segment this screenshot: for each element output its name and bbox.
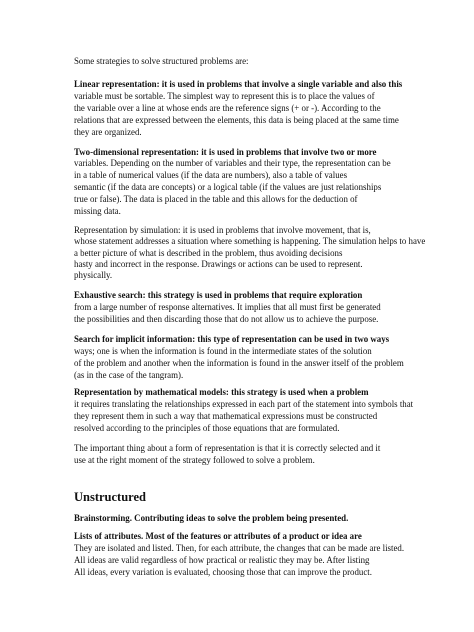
important-line: use at the right moment of the strategy followed to solve a problem. — [74, 455, 315, 465]
simulation-line: hasty and incorrect in the response. Drawings or actions can be used to represent. — [74, 259, 363, 269]
implicit-line: (as in the case of the tangram). — [74, 370, 184, 380]
twodim-line: in a table of numerical values (if the data are numbers), also a table of values — [74, 170, 348, 180]
section-heading-unstructured: Unstructured — [74, 490, 146, 504]
exhaustive-title: Exhaustive search: this strategy is used in problems that require exploration — [74, 290, 363, 300]
simulation-line: Representation by simulation: it is used in problems that involve movement, that is, — [74, 225, 371, 235]
important-line: The important thing about a form of representation is that it is correctly selected and it — [74, 443, 381, 453]
brainstorming-text: Brainstorming. Contributing ideas to solve the problem being presented. — [74, 513, 349, 523]
simulation-line: a better picture of what is described in the problem, thus avoiding decisions — [74, 248, 343, 258]
twodim-line: missing data. — [74, 206, 121, 216]
twodim-line: true or false). The data is placed in the table and this allows for the deduction of — [74, 194, 358, 204]
implicit-line: of the problem and another when the information is found in the answer itself of the problem — [74, 358, 404, 368]
exhaustive-line: from a large number of response alternatives. It implies that all must first be generated — [74, 302, 381, 312]
linear-line: variable must be sortable. The simplest way to represent this is to place the values of — [74, 91, 375, 101]
models-line: it requires translating the relationships expressed in each part of the statement into symbols that — [74, 399, 414, 409]
lists-title: Lists of attributes. Most of the features or attributes of a product or idea are — [74, 531, 362, 541]
lists-line: All ideas are valid regardless of how practical or realistic they may be. After listing — [74, 555, 370, 565]
twodim-title: Two-dimensional representation: it is used in problems that involve two or more — [74, 147, 377, 157]
lists-line: All ideas, every variation is evaluated, choosing those that can improve the product. — [74, 567, 372, 577]
linear-line: the variable over a line at whose ends are the reference signs (+ or -). According to the — [74, 103, 381, 113]
linear-title: Linear representation: it is used in problems that involve a single variable and also this — [74, 79, 403, 89]
twodim-line: variables. Depending on the number of variables and their type, the representation can be — [74, 158, 391, 168]
linear-line: relations that are expressed between the elements, this data is being placed at the same time — [74, 115, 399, 125]
models-title: Representation by mathematical models: this strategy is used when a problem — [74, 387, 369, 397]
simulation-line: physically. — [74, 270, 113, 280]
intro-text: Some strategies to solve structured problems are: — [74, 56, 249, 66]
implicit-line: ways; one is when the information is found in the intermediate states of the solution — [74, 346, 372, 356]
simulation-line: whose statement addresses a situation where something is happening. The simulation helps to have — [74, 236, 426, 246]
implicit-title: Search for implicit information: this type of representation can be used in two ways — [74, 334, 390, 344]
twodim-line: semantic (if the data are concepts) or a logical table (if the values are just relationships — [74, 182, 382, 192]
lists-line: They are isolated and listed. Then, for each attribute, the changes that can be made are listed. — [74, 543, 405, 553]
models-line: resolved according to the principles of those equations that are formulated. — [74, 423, 340, 433]
exhaustive-line: the possibilities and then discarding those that do not allow us to achieve the purpose. — [74, 314, 379, 324]
linear-line: they are organized. — [74, 127, 142, 137]
models-line: they represent them in such a way that mathematical expressions must be constructed — [74, 411, 378, 421]
